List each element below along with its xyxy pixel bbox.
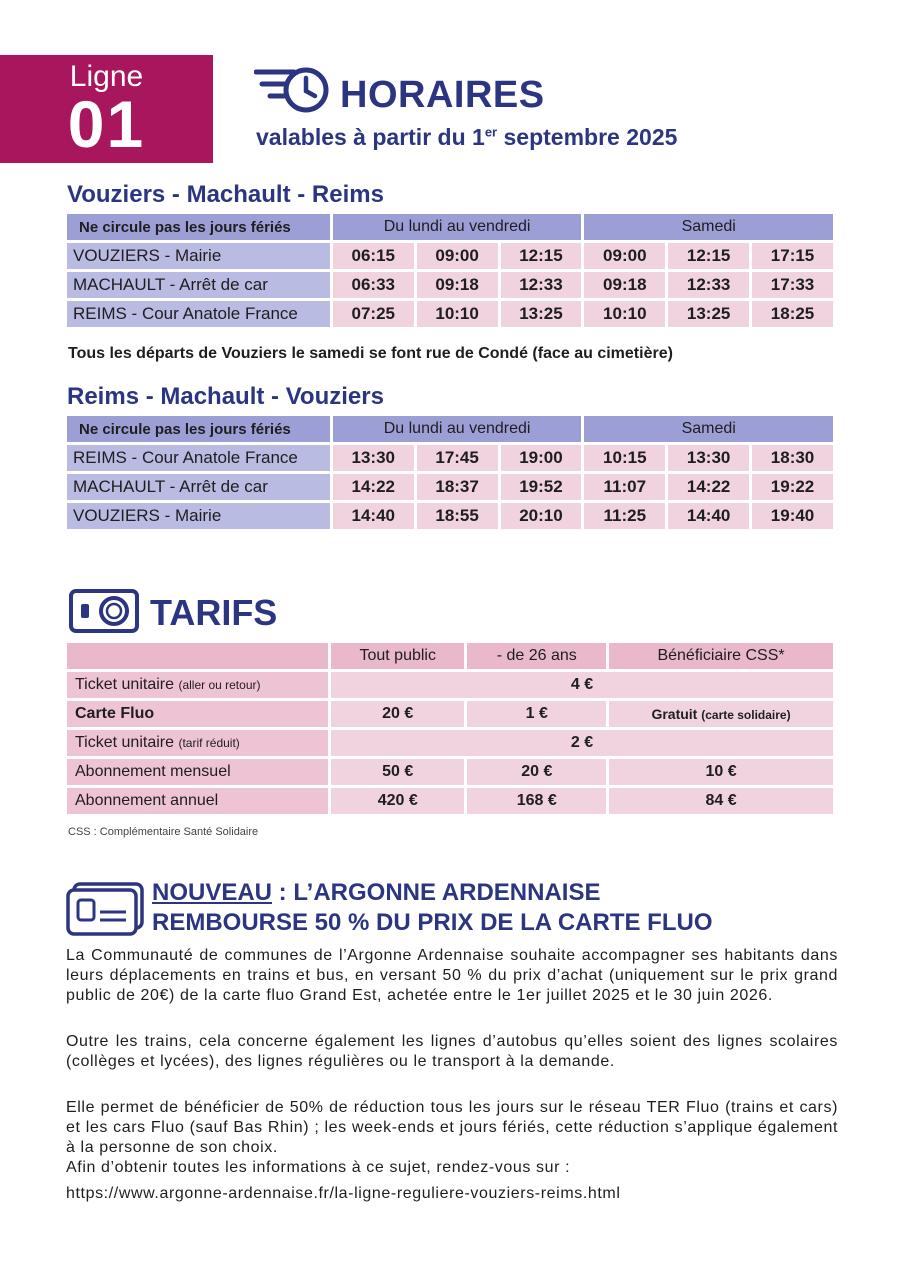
nouveau-title: NOUVEAU : L’ARGONNE ARDENNAISE REMBOURSE 50 % DU PRIX DE LA CARTE FLUO bbox=[152, 879, 713, 936]
time-cell: 12:15 bbox=[501, 243, 582, 269]
paragraph-2: Outre les trains, cela concerne également les lignes d’autobus qu’elles soient des lignes scolaires (collèges et lycées), des lignes régulières ou le transport à la demande. bbox=[66, 1033, 838, 1070]
time-cell: 11:25 bbox=[584, 503, 665, 529]
table-row bbox=[67, 243, 833, 269]
time-cell: 07:25 bbox=[333, 301, 414, 327]
stop-name: VOUZIERS - Mairie bbox=[67, 503, 330, 529]
tarif-value: 4 € bbox=[331, 672, 833, 698]
paragraph-4: Afin d’obtenir toutes les informations à ce sujet, rendez-vous sur : bbox=[66, 1159, 571, 1176]
tarif-label: Abonnement annuel bbox=[67, 788, 328, 814]
info-link[interactable]: https://www.argonne-ardennaise.fr/la-ligne-reguliere-vouziers-reims.html bbox=[66, 1185, 621, 1202]
tarif-value: 1 € bbox=[467, 701, 606, 727]
tarif-value: 20 € bbox=[467, 759, 606, 785]
tarif-value: 10 € bbox=[609, 759, 833, 785]
tarif-label: Ticket unitaire (tarif réduit) bbox=[67, 730, 328, 756]
time-cell: 09:00 bbox=[584, 243, 665, 269]
tarif-value: 50 € bbox=[331, 759, 464, 785]
table-row bbox=[67, 503, 833, 529]
time-cell: 18:25 bbox=[752, 301, 833, 327]
time-cell: 09:00 bbox=[417, 243, 498, 269]
saturday-header: Samedi bbox=[584, 416, 833, 442]
tarif-value: 20 € bbox=[331, 701, 464, 727]
table-row bbox=[67, 474, 833, 500]
time-cell: 14:40 bbox=[668, 503, 749, 529]
time-cell: 17:45 bbox=[417, 445, 498, 471]
tarif-label: Abonnement mensuel bbox=[67, 759, 328, 785]
time-cell: 19:40 bbox=[752, 503, 833, 529]
tarif-value: Gratuit (carte solidaire) bbox=[609, 701, 833, 727]
column-header: - de 26 ans bbox=[467, 643, 606, 669]
time-cell: 18:30 bbox=[752, 445, 833, 471]
time-cell: 09:18 bbox=[584, 272, 665, 298]
time-cell: 06:33 bbox=[333, 272, 414, 298]
schedule-table-return bbox=[64, 413, 836, 532]
tarif-value: 168 € bbox=[467, 788, 606, 814]
saturday-header: Samedi bbox=[584, 214, 833, 240]
page-subtitle: valables à partir du 1er septembre 2025 bbox=[256, 124, 678, 150]
time-cell: 18:55 bbox=[417, 503, 498, 529]
departure-note: Tous les départs de Vouziers le samedi se font rue de Condé (face au cimetière) bbox=[68, 345, 673, 362]
column-header: Bénéficiaire CSS* bbox=[609, 643, 833, 669]
route-title-outbound: Vouziers - Machault - Reims bbox=[67, 181, 384, 208]
schedule-table-outbound bbox=[64, 211, 836, 330]
table-row bbox=[67, 759, 833, 785]
weekday-header: Du lundi au vendredi bbox=[333, 416, 582, 442]
tarif-value: 84 € bbox=[609, 788, 833, 814]
tarifs-table bbox=[64, 640, 836, 817]
tarifs-title: TARIFS bbox=[150, 592, 278, 633]
time-cell: 06:15 bbox=[333, 243, 414, 269]
stop-name: REIMS - Cour Anatole France bbox=[67, 301, 330, 327]
time-cell: 14:40 bbox=[333, 503, 414, 529]
css-footnote: CSS : Complémentaire Santé Solidaire bbox=[68, 826, 259, 838]
clock-speed-icon bbox=[254, 64, 330, 114]
table-row bbox=[67, 301, 833, 327]
time-cell: 11:07 bbox=[584, 474, 665, 500]
time-cell: 14:22 bbox=[668, 474, 749, 500]
paragraph-3: Elle permet de bénéficier de 50% de réduction tous les jours sur le réseau TER Fluo (trains et cars) et les cars Fluo (sauf Bas Rhin) ; les week-ends et jours fériés, cette réduction s’applique également à la personne de son choix. bbox=[66, 1099, 838, 1156]
line-number: 01 bbox=[67, 87, 146, 161]
holiday-note: Ne circule pas les jours fériés bbox=[67, 416, 330, 442]
time-cell: 13:30 bbox=[668, 445, 749, 471]
time-cell: 13:30 bbox=[333, 445, 414, 471]
column-header: Tout public bbox=[331, 643, 464, 669]
time-cell: 20:10 bbox=[501, 503, 582, 529]
tarif-value: 2 € bbox=[331, 730, 833, 756]
stop-name: REIMS - Cour Anatole France bbox=[67, 445, 330, 471]
time-cell: 19:52 bbox=[501, 474, 582, 500]
time-cell: 10:10 bbox=[584, 301, 665, 327]
tarifs-corner bbox=[67, 643, 328, 669]
time-cell: 10:15 bbox=[584, 445, 665, 471]
table-row bbox=[67, 701, 833, 727]
time-cell: 09:18 bbox=[417, 272, 498, 298]
table-row bbox=[67, 730, 833, 756]
table-row bbox=[67, 788, 833, 814]
tarif-value: 420 € bbox=[331, 788, 464, 814]
time-cell: 18:37 bbox=[417, 474, 498, 500]
holiday-note: Ne circule pas les jours fériés bbox=[67, 214, 330, 240]
page-title: HORAIRES bbox=[340, 74, 545, 116]
time-cell: 17:15 bbox=[752, 243, 833, 269]
time-cell: 13:25 bbox=[668, 301, 749, 327]
tarif-label: Ticket unitaire (aller ou retour) bbox=[67, 672, 328, 698]
stop-name: MACHAULT - Arrêt de car bbox=[67, 474, 330, 500]
time-cell: 12:33 bbox=[501, 272, 582, 298]
time-cell: 12:33 bbox=[668, 272, 749, 298]
time-cell: 13:25 bbox=[501, 301, 582, 327]
time-cell: 17:33 bbox=[752, 272, 833, 298]
stop-name: VOUZIERS - Mairie bbox=[67, 243, 330, 269]
time-cell: 10:10 bbox=[417, 301, 498, 327]
line-badge bbox=[0, 55, 213, 163]
line-label: Ligne bbox=[69, 60, 144, 93]
table-row bbox=[67, 445, 833, 471]
time-cell: 12:15 bbox=[668, 243, 749, 269]
stop-name: MACHAULT - Arrêt de car bbox=[67, 272, 330, 298]
tarif-label: Carte Fluo bbox=[67, 701, 328, 727]
paragraph-1: La Communauté de communes de l’Argonne Ardennaise souhaite accompagner ses habitants dans leurs déplacements en trains et bus, en versant 50 % du prix d’achat (uniquement sur le prix grand public de 20€) de la carte fluo Grand Est, achetée entre le 1er juillet 2025 et le 30 juin 2026. bbox=[66, 947, 838, 1004]
table-row bbox=[67, 672, 833, 698]
route-title-return: Reims - Machault - Vouziers bbox=[67, 383, 384, 410]
time-cell: 19:00 bbox=[501, 445, 582, 471]
time-cell: 14:22 bbox=[333, 474, 414, 500]
table-row bbox=[67, 272, 833, 298]
time-cell: 19:22 bbox=[752, 474, 833, 500]
ticket-euro-icon bbox=[68, 588, 140, 634]
card-icon bbox=[66, 882, 146, 936]
weekday-header: Du lundi au vendredi bbox=[333, 214, 582, 240]
